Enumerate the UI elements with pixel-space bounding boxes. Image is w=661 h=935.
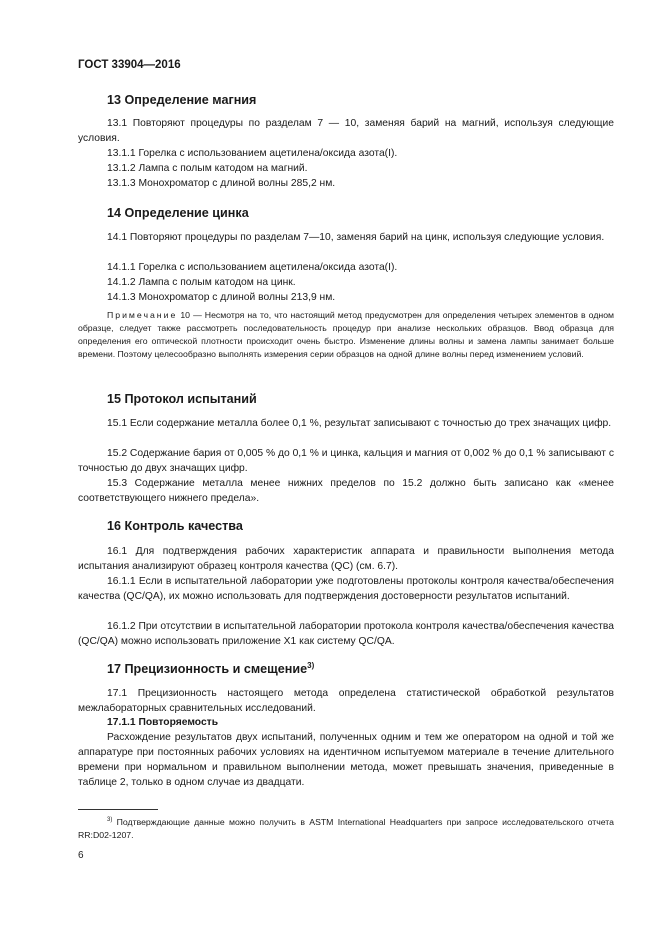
footnote-ref: 3): [307, 661, 315, 670]
item-14-1-1: 14.1.1 Горелка с использованием ацетилена/оксида азота(I).: [107, 262, 398, 273]
paragraph-17-1: 17.1 Прецизионность настоящего метода определена статистической обработкой результатов межлабораторных сравнительных исследований.: [78, 688, 614, 714]
section-17-title-text: 17 Прецизионность и смещение: [107, 662, 308, 677]
item-13-1-2: 13.1.2 Лампа с полым катодом на магний.: [107, 163, 308, 174]
page-number: 6: [78, 850, 84, 861]
item-13-1-3: 13.1.3 Монохроматор с длиной волны 285,2 нм.: [107, 178, 336, 189]
paragraph-16-1: 16.1 Для подтверждения рабочих характеристик аппарата и правильности выполнения метода испытания анализируют образец контроля качества (QC) (см. 6.7).: [78, 546, 614, 572]
footnote-mark: 3): [107, 817, 113, 823]
section-14-title: 14 Определение цинка: [107, 206, 249, 220]
footnote: [78, 814, 614, 842]
paragraph-16-1-2: 16.1.2 При отсутствии в испытательной лаборатории протокола контроля качества/обеспечения качества (QC/QA) можно использовать приложение X1 как систему QC/QA.: [78, 621, 614, 647]
note-10: [78, 309, 614, 361]
section-16-title: 16 Контроль качества: [107, 519, 243, 533]
item-14-1-2: 14.1.2 Лампа с полым катодом на цинк.: [107, 277, 296, 288]
paragraph-15-1: 15.1 Если содержание металла более 0,1 %, результат записывают с точностью до трех значащих цифр.: [107, 418, 612, 429]
paragraph-15-3: 15.3 Содержание металла менее нижних пределов по 15.2 должно быть записано как «менее соответствующего нижнего предела».: [78, 478, 614, 504]
standard-header: ГОСТ 33904—2016: [78, 59, 181, 71]
note-text: 10 — Несмотря на то, что настоящий метод предусмотрен для определения четырех элементов в одном образце, следует также рассмотреть последовательность процедур при анализе нескольких образцов. Ввод образца для определения его оптической плотности происходит очень быстро. Изменение длины волны и замена лампы занимает больше времени. Поэтому целесообразно выполнять измерения серии образцов на одной длине волны перед изменением условий.: [78, 310, 614, 359]
footnote-text: Подтверждающие данные можно получить в ASTM International Headquarters при запросе исследовательского отчета RR:D02-1207.: [78, 816, 614, 840]
subsection-17-1-1-title: 17.1.1 Повторяемость: [107, 717, 219, 728]
paragraph-14-1: 14.1 Повторяют процедуры по разделам 7—10, заменяя барий на цинк, используя следующие условия.: [107, 232, 605, 243]
item-13-1-1: 13.1.1 Горелка с использованием ацетилена/оксида азота(I).: [107, 148, 398, 159]
footnote-divider: [78, 809, 158, 810]
paragraph-17-1-1: Расхождение результатов двух испытаний, полученных одним и тем же оператором на одной и той же аппаратуре при постоянных рабочих условиях на идентичном испытуемом материале в течение длительного времени при нормальном и правильном выполнении метода, может превышать значения, приведенные в таблице 2, только в одном случае из двадцати.: [78, 732, 614, 788]
section-13-title: 13 Определение магния: [107, 93, 257, 107]
note-label: Примечание: [107, 310, 178, 320]
item-14-1-3: 14.1.3 Монохроматор с длиной волны 213,9 нм.: [107, 292, 336, 303]
section-15-title: 15 Протокол испытаний: [107, 392, 257, 406]
paragraph-16-1-1: 16.1.1 Если в испытательной лаборатории уже подготовлены протоколы контроля качества/обеспечения качества (QC/QA), их можно использовать для подтверждения достоверности результатов испытаний.: [78, 576, 614, 602]
paragraph-15-2: 15.2 Содержание бария от 0,005 % до 0,1 % и цинка, кальция и магния от 0,002 % до 0,1 % записывают с точностью до двух значащих цифр.: [78, 448, 614, 474]
section-17-title: [107, 661, 314, 676]
paragraph-13-1: 13.1 Повторяют процедуры по разделам 7 — 10, заменяя барий на магний, используя следующие условия.: [78, 118, 614, 144]
